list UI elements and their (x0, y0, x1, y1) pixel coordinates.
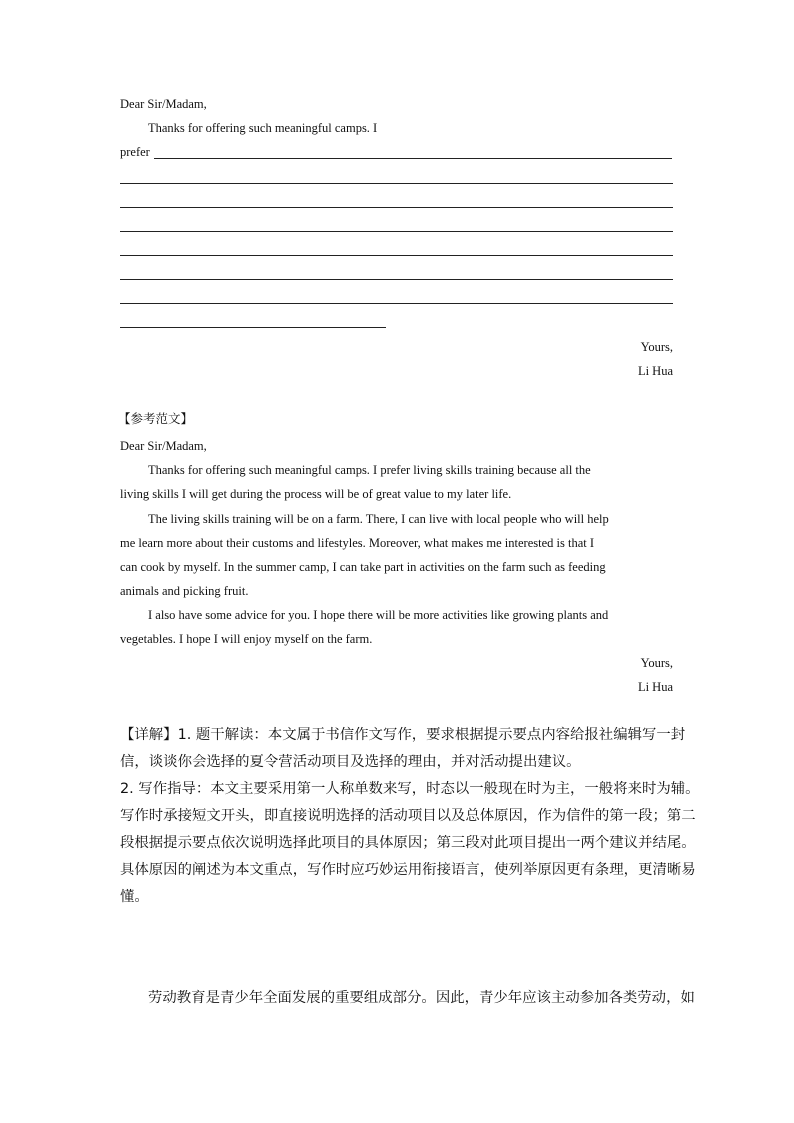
prompt-salutation: Dear Sir/Madam, (120, 97, 207, 111)
reference-closing: Yours, (640, 656, 673, 670)
analysis-line: 2. 写作指导：本文主要采用第一人称单数来写，时态以一般现在时为主，一般将来时为辅。 (120, 781, 700, 797)
reference-heading: 【参考范文】 (118, 412, 194, 426)
prompt-prefer-label: prefer (120, 145, 150, 159)
next-passage-line: 劳动教育是青少年全面发展的重要组成部分。因此，青少年应该主动参加各类劳动，如 (148, 990, 695, 1006)
analysis-line: 具体原因的阐述为本文重点，写作时应巧妙运用衔接语言，使列举原因更有条理，更清晰易 (120, 862, 696, 878)
reference-salutation: Dear Sir/Madam, (120, 439, 207, 453)
reference-signature: Li Hua (637, 680, 673, 694)
analysis-line: 【详解】1. 题干解读：本文属于书信作文写作，要求根据提示要点内容给报社编辑写一封 (120, 727, 686, 743)
writing-line (120, 207, 673, 208)
analysis-line: 懂。 (120, 889, 149, 905)
analysis-line: 信，谈谈你会选择的夏令营活动项目及选择的理由，并对活动提出建议。 (120, 754, 581, 770)
reference-line: me learn more about their customs and lifestyles. Moreover, what makes me interested is that I (120, 536, 595, 550)
prompt-closing: Yours, (640, 340, 673, 354)
reference-line: animals and picking fruit. (120, 584, 249, 598)
writing-line (120, 183, 673, 184)
prompt-signature: Li Hua (637, 364, 673, 378)
writing-line (120, 303, 673, 304)
reference-line: living skills I will get during the process will be of great value to my later life. (120, 487, 512, 501)
reference-line: vegetables. I hope I will enjoy myself on the farm. (120, 632, 373, 646)
reference-line: The living skills training will be on a farm. There, I can live with local people who will help (148, 512, 609, 526)
reference-line: can cook by myself. In the summer camp, I can take part in activities on the farm such as feeding (120, 560, 606, 574)
writing-line (120, 255, 673, 256)
writing-line (120, 231, 673, 232)
writing-line (120, 279, 673, 280)
reference-line: Thanks for offering such meaningful camps. I prefer living skills training because all the (148, 463, 591, 477)
analysis-line: 写作时承接短文开头，即直接说明选择的活动项目以及总体原因，作为信件的第一段；第二 (120, 808, 696, 824)
writing-line-short (120, 327, 386, 328)
writing-line (154, 158, 672, 159)
analysis-line: 段根据提示要点依次说明选择此项目的具体原因；第三段对此项目提出一两个建议并结尾。 (120, 835, 696, 851)
reference-line: I also have some advice for you. I hope there will be more activities like growing plants and (148, 608, 609, 622)
prompt-opening-line: Thanks for offering such meaningful camps. I (148, 121, 378, 135)
